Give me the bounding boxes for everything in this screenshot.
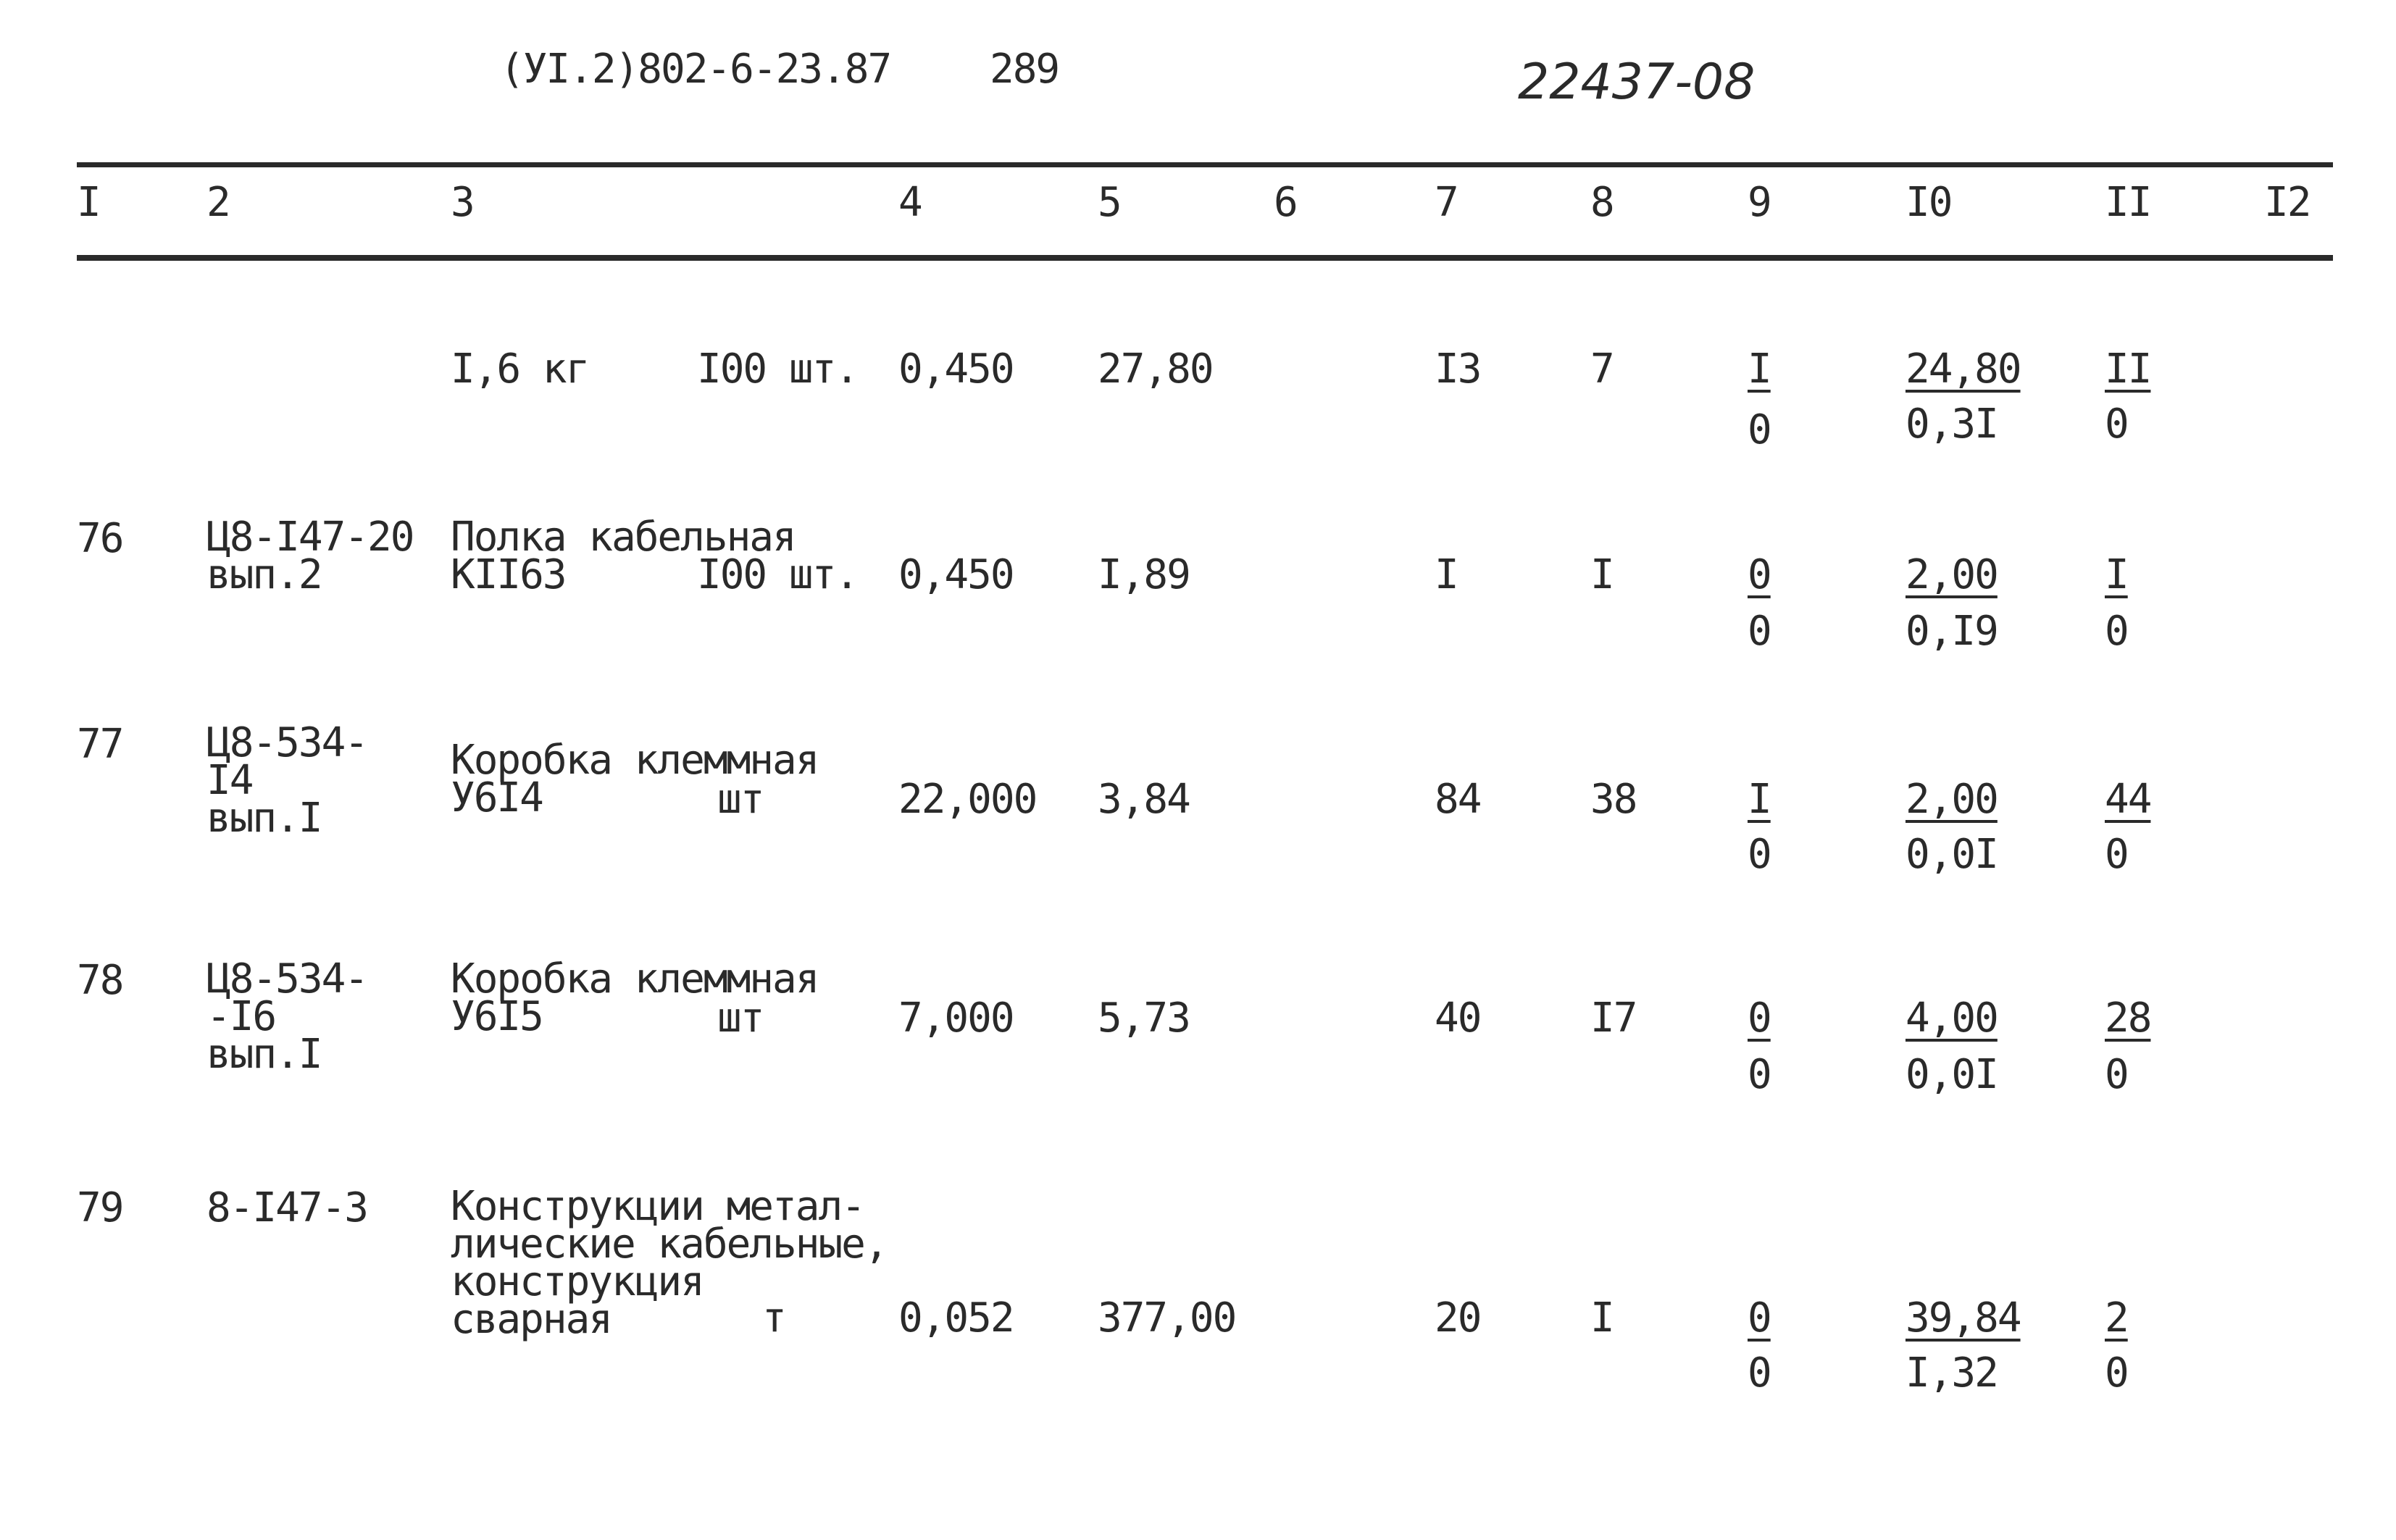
row-col11-bottom: 0: [2105, 831, 2128, 878]
row-col11-bottom: 0: [2105, 1349, 2128, 1397]
row-unit: шт: [717, 776, 764, 823]
row-name: Коробка клеммная У6I5: [451, 955, 819, 1040]
row-col7: I: [1435, 551, 1458, 598]
row-col9-bottom: 0: [1748, 406, 1771, 453]
row-col5: 5,73: [1098, 995, 1190, 1042]
column-header-12: I2: [2264, 179, 2311, 226]
row-col10-bottom: 0,I9: [1905, 608, 1998, 655]
row-col9-top: 0: [1748, 551, 1771, 598]
column-header-1: I: [77, 179, 100, 226]
row-col11-top: II: [2105, 346, 2151, 393]
header-bottom-rule: [77, 255, 2333, 261]
column-header-3: 3: [451, 179, 474, 226]
row-number: 77: [77, 721, 123, 768]
row-col9-top: I: [1748, 346, 1771, 393]
page-number: 289: [990, 46, 1059, 93]
row-code: Ц8-534- I4 вып.I: [206, 719, 368, 842]
row-col9-bottom: 0: [1748, 831, 1771, 878]
row-col8: 7: [1590, 346, 1614, 393]
column-header-9: 9: [1748, 179, 1771, 226]
row-col10-bottom: I,32: [1905, 1349, 1998, 1397]
column-header-8: 8: [1590, 179, 1614, 226]
header-top-rule: [77, 162, 2333, 167]
row-name: Коробка клеммная У6I4: [451, 737, 819, 821]
row-col7: 20: [1435, 1294, 1481, 1342]
row-col7: 40: [1435, 995, 1481, 1042]
row-col11-bottom: 0: [2105, 1051, 2128, 1098]
row-col4: 7,000: [898, 995, 1014, 1042]
row-name: Полка кабельная КII63: [451, 514, 796, 598]
row-col11-top: 44: [2105, 776, 2151, 823]
row-number: 78: [77, 957, 123, 1004]
row-unit: шт: [717, 995, 764, 1042]
row-col10-bottom: 0,3I: [1905, 401, 1998, 448]
row-col5: 3,84: [1098, 776, 1190, 823]
row-col10-top: 4,00: [1905, 995, 1998, 1042]
row-col9-bottom: 0: [1748, 1349, 1771, 1397]
row-col10-top: 39,84: [1905, 1294, 2021, 1342]
row-col11-top: 2: [2105, 1294, 2128, 1342]
row-col4: 0,450: [898, 346, 1014, 393]
column-header-2: 2: [206, 179, 230, 226]
document-code: (УI.2)802-6-23.87: [500, 46, 891, 93]
column-header-4: 4: [898, 179, 922, 226]
row-col9-top: 0: [1748, 1294, 1771, 1342]
row-col4: 22,000: [898, 776, 1037, 823]
row-col11-bottom: 0: [2105, 401, 2128, 448]
column-header-5: 5: [1098, 179, 1121, 226]
row-col9-bottom: 0: [1748, 1051, 1771, 1098]
row-number: 76: [77, 515, 123, 562]
row-name: Конструкции метал- лические кабельные, конструкция сварная: [451, 1183, 888, 1343]
row-number: 79: [77, 1184, 123, 1231]
row-col4: 0,450: [898, 551, 1014, 598]
stamp-number: 22437-08: [1518, 54, 1756, 111]
row-code: Ц8-I47-20 вып.2: [206, 514, 414, 598]
row-col8: I7: [1590, 995, 1637, 1042]
column-header-11: II: [2105, 179, 2151, 226]
row-col10-bottom: 0,0I: [1905, 1051, 1998, 1098]
row-col5: 377,00: [1098, 1294, 1236, 1342]
row-col9-top: 0: [1748, 995, 1771, 1042]
row-col10-top: 2,00: [1905, 551, 1998, 598]
row-col5: I,89: [1098, 551, 1190, 598]
row-col11-bottom: 0: [2105, 608, 2128, 655]
row-col10-bottom: 0,0I: [1905, 831, 1998, 878]
column-header-10: I0: [1905, 179, 1952, 226]
row-name: I,6 кг: [451, 346, 589, 393]
row-col7: I3: [1435, 346, 1481, 393]
row-col10-top: 24,80: [1905, 346, 2021, 393]
row-col5: 27,80: [1098, 346, 1213, 393]
row-col10-top: 2,00: [1905, 776, 1998, 823]
column-header-7: 7: [1435, 179, 1458, 226]
row-code: Ц8-534- -I6 вып.I: [206, 955, 368, 1078]
row-col9-top: I: [1748, 776, 1771, 823]
row-code: 8-I47-3: [206, 1184, 368, 1231]
row-unit: т: [762, 1294, 785, 1342]
row-col7: 84: [1435, 776, 1481, 823]
row-col8: I: [1590, 1294, 1614, 1342]
row-col8: 38: [1590, 776, 1637, 823]
row-unit: I00 шт.: [697, 346, 859, 393]
row-col8: I: [1590, 551, 1614, 598]
column-header-6: 6: [1274, 179, 1297, 226]
row-col9-bottom: 0: [1748, 608, 1771, 655]
row-unit: I00 шт.: [697, 551, 859, 598]
row-col4: 0,052: [898, 1294, 1014, 1342]
row-col11-top: 28: [2105, 995, 2151, 1042]
row-col11-top: I: [2105, 551, 2128, 598]
